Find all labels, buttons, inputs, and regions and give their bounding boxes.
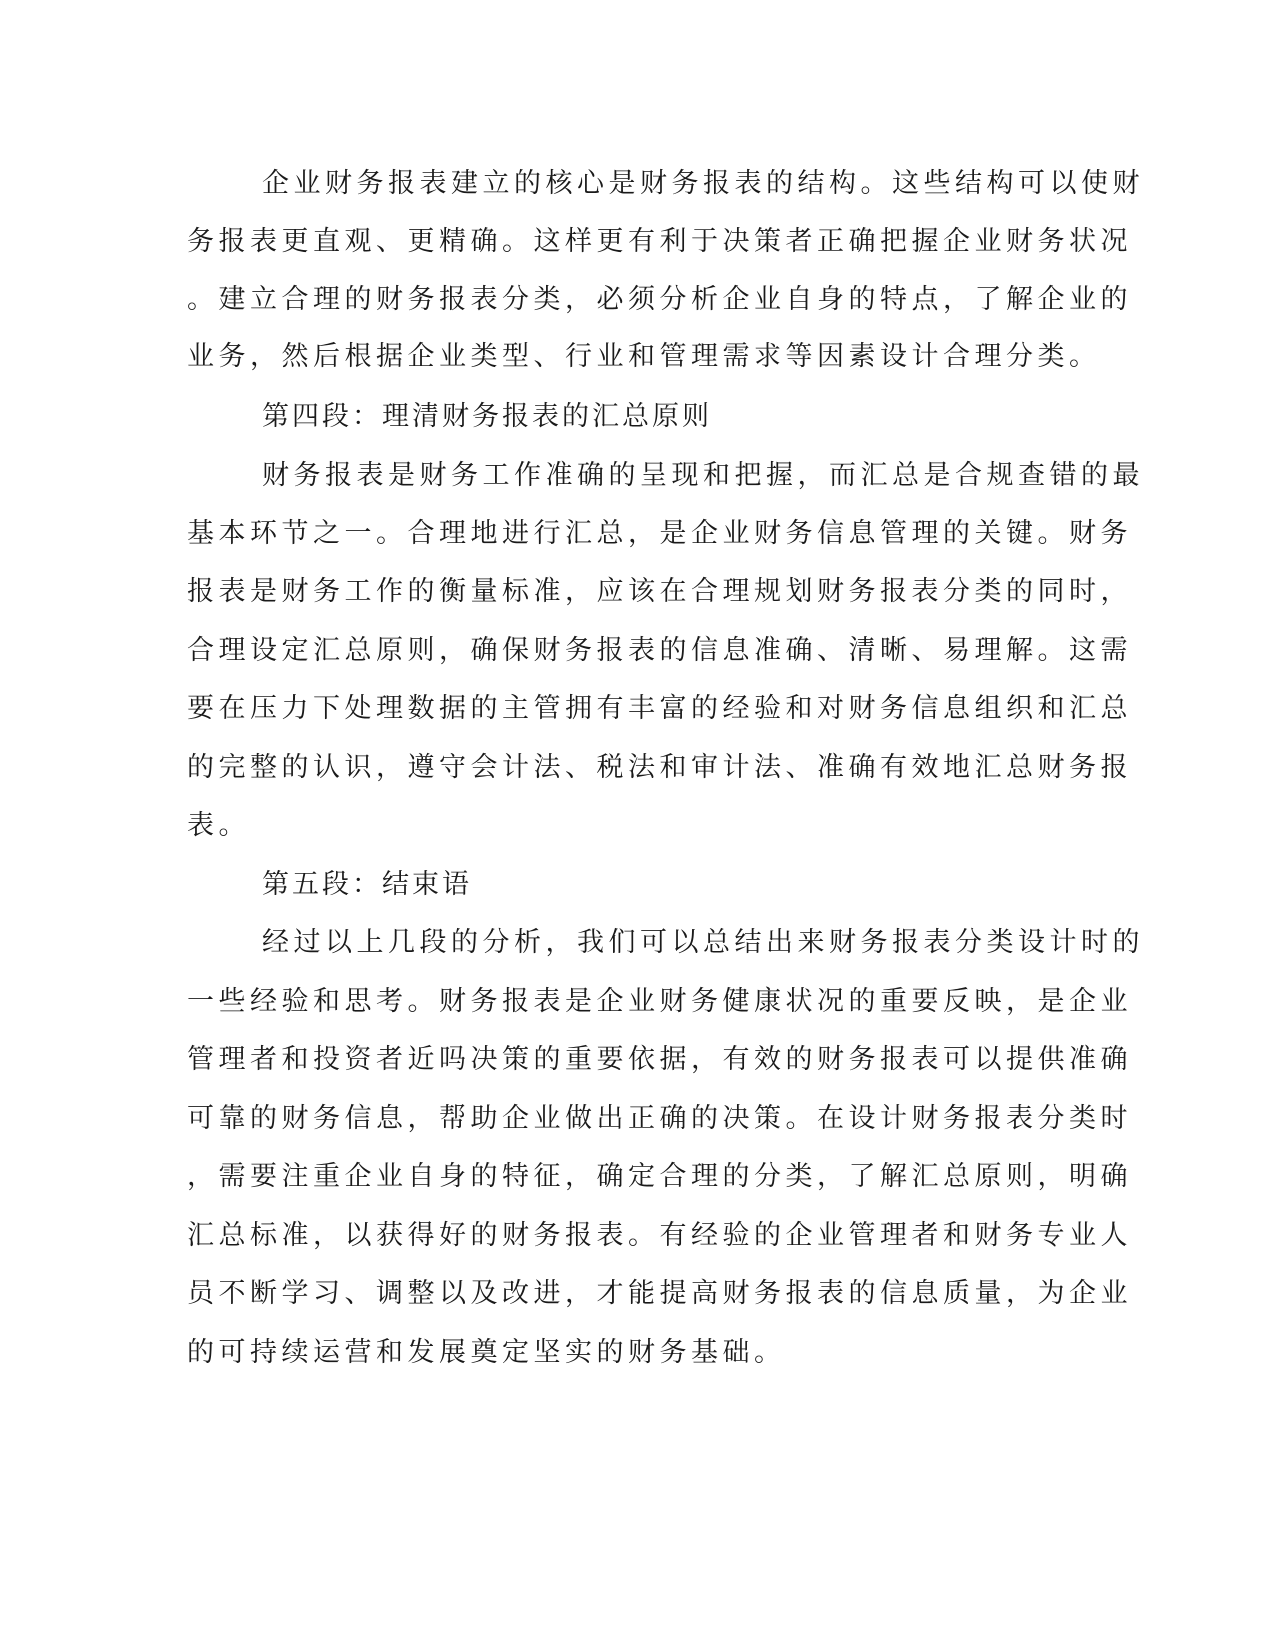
section-5-heading: 第五段：结束语 xyxy=(262,869,472,900)
paragraph-4-line-4: 合理设定汇总原则，确保财务报表的信息准确、清晰、易理解。这需 xyxy=(187,635,1132,666)
section-4-heading: 第四段：理清财务报表的汇总原则 xyxy=(262,401,712,432)
paragraph-4-line-5: 要在压力下处理数据的主管拥有丰富的经验和对财务信息组织和汇总 xyxy=(187,693,1132,724)
paragraph-5-line-2: 一些经验和思考。财务报表是企业财务健康状况的重要反映，是企业 xyxy=(187,986,1132,1017)
paragraph-5-line-1: 经过以上几段的分析，我们可以总结出来财务报表分类设计时的 xyxy=(262,927,1144,958)
paragraph-5-line-5: ，需要注重企业自身的特征，确定合理的分类，了解汇总原则，明确 xyxy=(187,1161,1132,1192)
paragraph-4-line-7: 表。 xyxy=(187,810,250,841)
paragraph-5-line-3: 管理者和投资者近吗决策的重要依据，有效的财务报表可以提供准确 xyxy=(187,1044,1132,1075)
paragraph-4-line-1: 财务报表是财务工作准确的呈现和把握，而汇总是合规查错的最 xyxy=(262,460,1144,491)
paragraph-3-line-3: 。建立合理的财务报表分类，必须分析企业自身的特点，了解企业的 xyxy=(187,284,1132,315)
paragraph-5-line-6: 汇总标准，以获得好的财务报表。有经验的企业管理者和财务专业人 xyxy=(187,1220,1132,1251)
paragraph-3-line-2: 务报表更直观、更精确。这样更有利于决策者正确把握企业财务状况 xyxy=(187,226,1132,257)
paragraph-3-line-4: 业务，然后根据企业类型、行业和管理需求等因素设计合理分类。 xyxy=(187,341,1101,372)
paragraph-4-line-3: 报表是财务工作的衡量标准，应该在合理规划财务报表分类的同时， xyxy=(187,576,1132,607)
paragraph-4-line-2: 基本环节之一。合理地进行汇总，是企业财务信息管理的关键。财务 xyxy=(187,518,1132,549)
paragraph-5-line-7: 员不断学习、调整以及改进，才能提高财务报表的信息质量，为企业 xyxy=(187,1278,1132,1309)
paragraph-3-line-1: 企业财务报表建立的核心是财务报表的结构。这些结构可以使财 xyxy=(262,168,1144,199)
paragraph-5-line-8: 的可持续运营和发展奠定坚实的财务基础。 xyxy=(187,1337,786,1368)
paragraph-5-line-4: 可靠的财务信息，帮助企业做出正确的决策。在设计财务报表分类时 xyxy=(187,1103,1132,1134)
paragraph-4-line-6: 的完整的认识，遵守会计法、税法和审计法、准确有效地汇总财务报 xyxy=(187,752,1132,783)
